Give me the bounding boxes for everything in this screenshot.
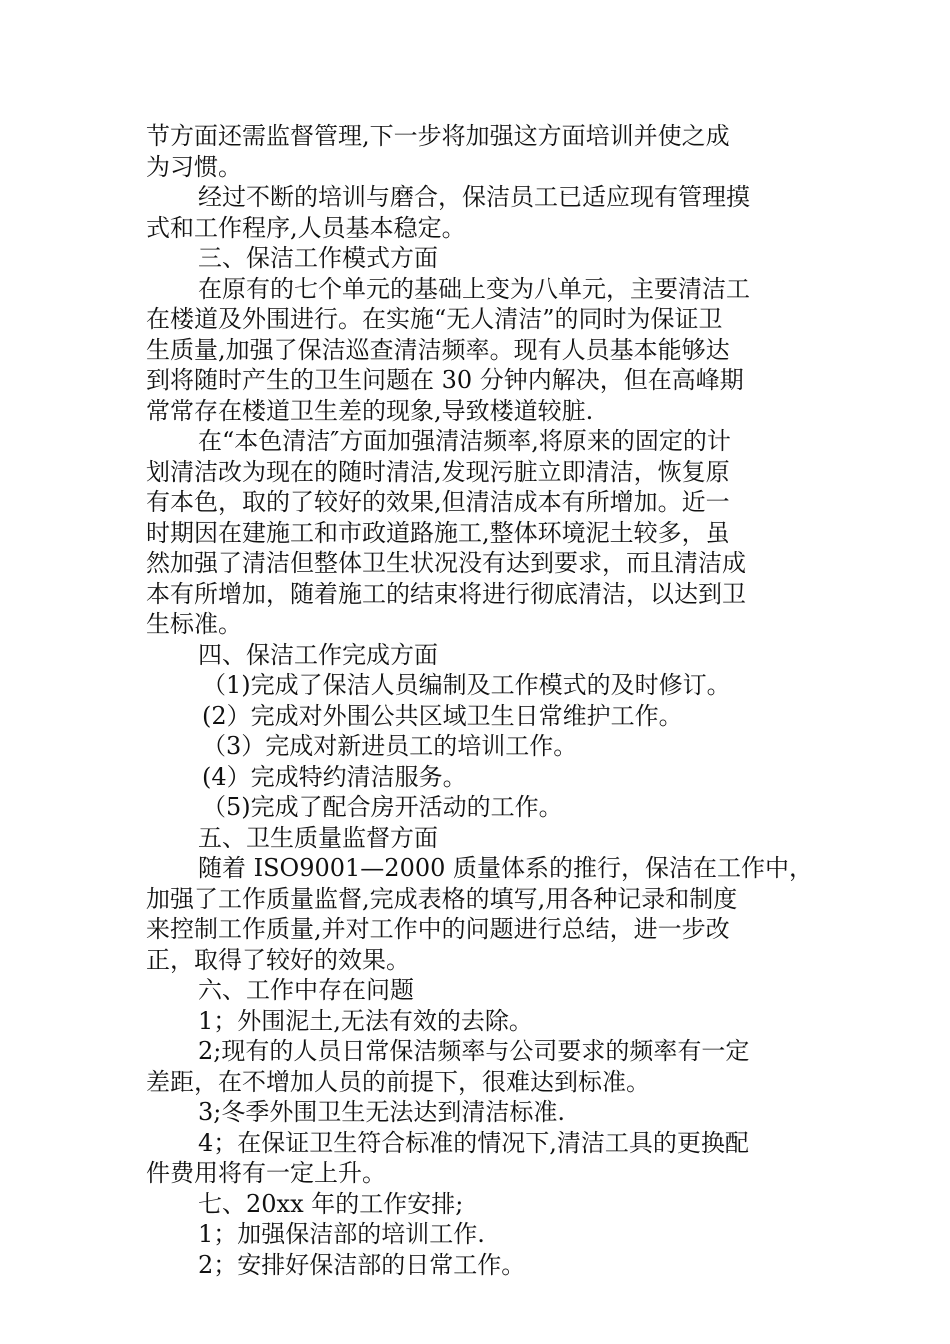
text-line: 节方面还需监督管理,下一步将加强这方面培训并使之成 <box>146 122 730 150</box>
text-line: 然加强了清洁但整体卫生状况没有达到要求，而且清洁成 <box>146 549 746 577</box>
text-line: 式和工作程序,人员基本稳定。 <box>146 213 466 242</box>
text-line: 在原有的七个单元的基础上变为八单元，主要清洁工 <box>198 274 750 303</box>
text-line: 生质量,加强了保洁巡查清洁频率。现有人员基本能够达 <box>146 335 730 364</box>
text-line: 七、20xx 年的工作安排; <box>198 1189 464 1218</box>
text-line: 常常存在楼道卫生差的现象,导致楼道较脏. <box>146 396 594 425</box>
text-line: 时期因在建施工和市政道路施工,整体环境泥土较多，虽 <box>146 518 730 547</box>
text-line: 本有所增加，随着施工的结束将进行彻底清洁，以达到卫 <box>146 579 746 608</box>
text-line: 加强了工作质量监督,完成表格的填写,用各种记录和制度 <box>146 884 738 913</box>
document-body <box>146 121 814 1280</box>
text-line: （5)完成了配合房开活动的工作。 <box>202 793 563 821</box>
text-line: 1；加强保洁部的培训工作. <box>198 1220 485 1248</box>
text-line: 三、保洁工作模式方面 <box>198 244 438 272</box>
text-line: 生标准。 <box>146 610 242 638</box>
text-line: 正，取得了较好的效果。 <box>146 945 410 974</box>
text-line: 在“本色清洁″方面加强清洁频率,将原来的固定的计 <box>198 427 731 455</box>
text-line: 到将随时产生的卫生问题在 30 分钟内解决，但在高峰期 <box>146 366 744 394</box>
text-line: 随着 ISO9001—2000 质量体系的推行，保洁在工作中， <box>198 854 814 882</box>
text-line: 有本色，取的了较好的效果,但清洁成本有所增加。近一 <box>146 488 730 516</box>
text-line: 差距，在不增加人员的前提下，很难达到标准。 <box>146 1067 650 1096</box>
text-line: 为习惯。 <box>146 152 242 181</box>
text-line: 划清洁改为现在的随时清洁,发现污脏立即清洁，恢复原 <box>146 457 730 486</box>
text-line: 3;冬季外围卫生无法达到清洁标准. <box>198 1098 565 1126</box>
text-line: 五、卫生质量监督方面 <box>198 823 438 852</box>
text-line: 六、工作中存在问题 <box>198 976 414 1004</box>
text-line: （3）完成对新进员工的培训工作。 <box>202 732 578 760</box>
text-line: 1；外围泥土,无法有效的去除。 <box>198 1006 533 1035</box>
text-line: 在楼道及外围进行。在实施“无人清洁”的同时为保证卫 <box>146 305 723 333</box>
text-line: (2）完成对外围公共区域卫生日常维护工作。 <box>202 701 683 730</box>
text-line: 四、保洁工作完成方面 <box>198 640 438 669</box>
text-line: (4）完成特约清洁服务。 <box>202 762 467 791</box>
text-line: 件费用将有一定上升。 <box>146 1159 386 1187</box>
text-line: 2；安排好保洁部的日常工作。 <box>198 1250 526 1279</box>
text-line: 4；在保证卫生符合标准的情况下,清洁工具的更换配 <box>198 1128 749 1157</box>
text-line: 来控制工作质量,并对工作中的问题进行总结，进一步改 <box>146 915 730 943</box>
text-line: 2;现有的人员日常保洁频率与公司要求的频率有一定 <box>198 1037 750 1065</box>
text-line: （1)完成了保洁人员编制及工作模式的及时修订。 <box>202 671 731 699</box>
text-line: 经过不断的培训与磨合，保洁员工已适应现有管理摸 <box>198 183 750 211</box>
